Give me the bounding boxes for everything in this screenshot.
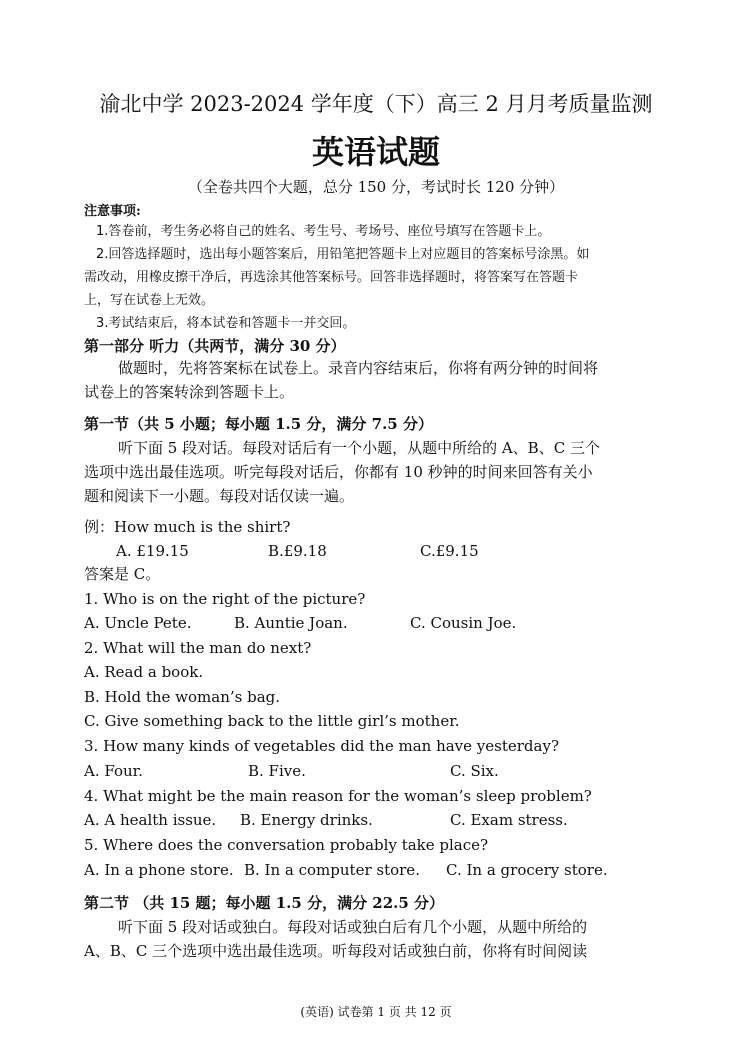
example-question: 例：How much is the shirt? — [84, 518, 291, 536]
q2-option-a: A. Read a book. — [84, 663, 204, 681]
question-4: 4. What might be the main reason for the woman’s sleep problem? — [84, 787, 592, 805]
q3-option-a: A. Four. — [84, 762, 143, 780]
q5-option-b: B. In a computer store. — [244, 861, 420, 879]
section2-intro-line-2: A、B、C 三个选项中选出最佳选项。听每段对话或独白前，你将有时间阅读 — [84, 942, 588, 960]
section1-intro-line-1: 听下面 5 段对话。每段对话后有一个小题，从题中所给的 A、B、C 三个 — [118, 439, 600, 457]
q2-option-c: C. Give something back to the little girl’s mother. — [84, 712, 460, 730]
page-footer: (英语) 试卷第 1 页 共 12 页 — [300, 1005, 452, 1019]
q1-option-b: B. Auntie Joan. — [234, 614, 348, 632]
q5-option-a: A. In a phone store. — [84, 861, 234, 879]
q1-option-a: A. Uncle Pete. — [84, 614, 192, 632]
note-2-line-1: 2.回答选择题时，选出每小题答案后，用铅笔把答题卡上对应题目的答案标号涂黑。如 — [96, 247, 590, 262]
note-1: 1.答卷前，考生务必将自己的姓名、考生号、考场号、座位号填写在答题卡上。 — [96, 224, 551, 239]
section1-heading: 第一节（共 5 小题；每小题 1.5 分，满分 7.5 分） — [84, 415, 433, 433]
question-3: 3. How many kinds of vegetables did the man have yesterday? — [84, 737, 559, 755]
example-answer: 答案是 C。 — [84, 565, 161, 583]
exam-title: 渝北中学 2023-2024 学年度（下）高三 2 月月考质量监测 — [99, 92, 653, 116]
q4-option-c: C. Exam stress. — [450, 811, 568, 829]
part1-intro-line-1: 做题时，先将答案标在试卷上。录音内容结束后，你将有两分钟的时间将 — [118, 359, 599, 377]
note-3: 3.考试结束后，将本试卷和答题卡一并交回。 — [96, 316, 356, 331]
question-2: 2. What will the man do next? — [84, 639, 312, 657]
example-option-c: C.£9.15 — [420, 542, 479, 560]
example-option-a: A. £19.15 — [116, 542, 189, 560]
part1-heading: 第一部分 听力（共两节，满分 30 分） — [84, 337, 346, 355]
q2-option-b: B. Hold the woman’s bag. — [84, 688, 281, 706]
q3-option-b: B. Five. — [248, 762, 306, 780]
part1-intro-line-2: 试卷上的答案转涂到答题卡上。 — [84, 383, 295, 401]
section1-intro-line-3: 题和阅读下一小题。每段对话仅读一遍。 — [84, 487, 355, 505]
question-5: 5. Where does the conversation probably take place? — [84, 836, 489, 854]
question-1: 1. Who is on the right of the picture? — [84, 590, 366, 608]
example-option-b: B.£9.18 — [268, 542, 327, 560]
exam-subtitle: （全卷共四个大题，总分 150 分，考试时长 120 分钟） — [187, 178, 565, 196]
section2-intro-line-1: 听下面 5 段对话或独白。每段对话或独白后有几个小题，从题中所给的 — [118, 918, 588, 936]
q5-option-c: C. In a grocery store. — [446, 861, 608, 879]
section2-heading: 第二节 （共 15 题；每小题 1.5 分，满分 22.5 分） — [84, 894, 445, 912]
note-2-line-3: 上，写在试卷上无效。 — [84, 293, 215, 308]
note-2-line-2: 需改动，用橡皮擦干净后，再选涂其他答案标号。回答非选择题时，将答案写在答题卡 — [84, 270, 579, 285]
q4-option-a: A. A health issue. — [84, 811, 217, 829]
q1-option-c: C. Cousin Joe. — [410, 614, 517, 632]
subject-title: 英语试题 — [311, 133, 440, 171]
notes-heading: 注意事项: — [84, 204, 141, 219]
q3-option-c: C. Six. — [450, 762, 499, 780]
q4-option-b: B. Energy drinks. — [240, 811, 373, 829]
section1-intro-line-2: 选项中选出最佳选项。听完每段对话后，你都有 10 秒钟的时间来回答有关小 — [84, 463, 593, 481]
